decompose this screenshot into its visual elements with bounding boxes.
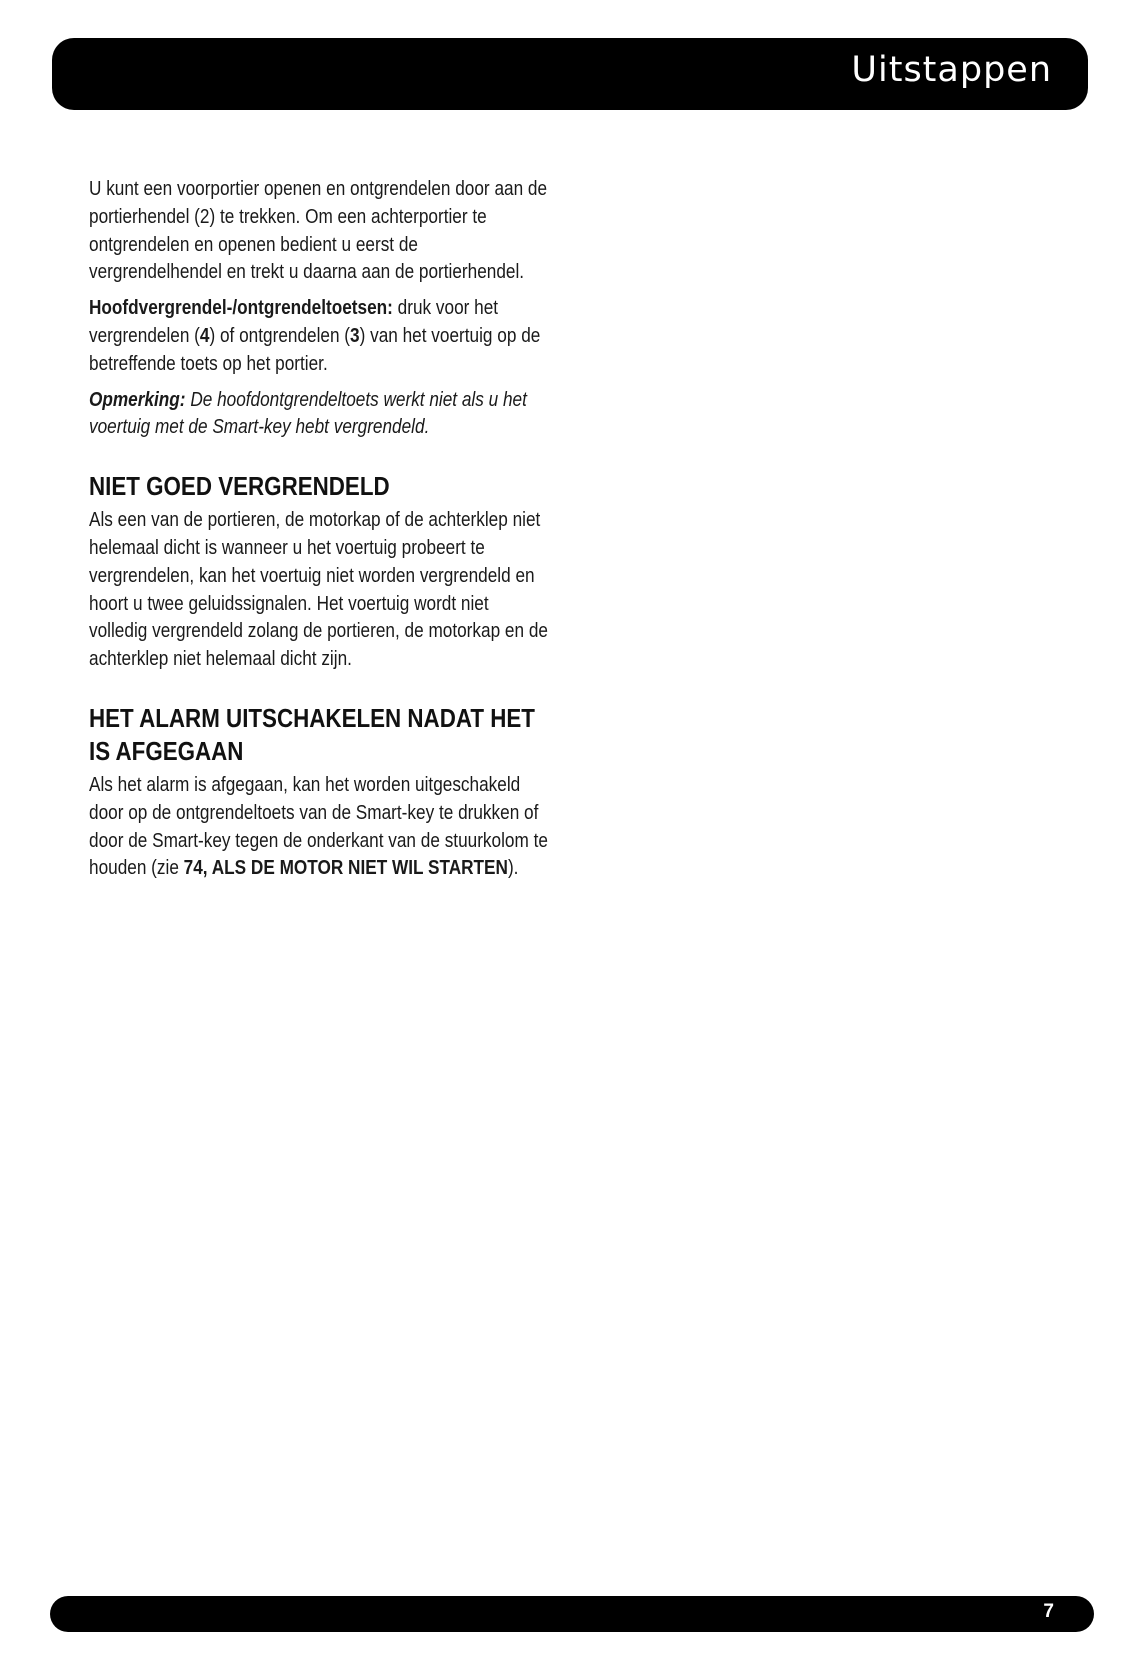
paragraph-text: Als een van de portieren, de motorkap of de achterklep niet helemaal dicht is wanneer u het voertuig probeert te vergrendelen, kan het voertuig niet worden vergrendeld en hoort u twee geluidssignalen. Het voertuig wordt niet volledig vergrendeld zolang de portieren, de motorkap en de achterklep niet helemaal dicht zijn. xyxy=(89,509,548,671)
footer-bar xyxy=(50,1596,1094,1632)
paragraph-door-open xyxy=(89,176,549,287)
paragraph-text: Als het alarm is afgegaan, kan het worden uitgeschakeld door op de ontgrendeltoets van de Smart-key te drukken of door de Smart-key tegen de onderkant van de stuurkolom te houden (zie xyxy=(89,773,548,880)
paragraph-not-locked xyxy=(89,507,549,674)
paragraph-text: ) van het voertuig op de betreffende toets op het portier. xyxy=(89,324,541,375)
paragraph-alarm xyxy=(89,772,549,883)
ref-number: 4 xyxy=(199,324,210,347)
header-bar xyxy=(52,38,1088,110)
page-number: 7 xyxy=(1043,1601,1054,1622)
paragraph-text: ) of ontgrendelen ( xyxy=(209,324,351,347)
term-label: Hoofdvergrendel-/ontgrendeltoetsen: xyxy=(89,297,393,320)
paragraph-text: U kunt een voorportier openen en ontgrendelen door aan de portierhendel (2) te trekken. Om een achterportier te ontgrendelen en openen bedient u eerst de vergrendelhendel en trekt u daarna aan de portierhendel. xyxy=(89,178,548,284)
section-heading-not-locked: NIET GOED VERGRENDELD xyxy=(89,471,390,502)
paragraph-central-lock xyxy=(89,295,549,378)
paragraph-text: ). xyxy=(507,857,519,880)
note-paragraph xyxy=(89,387,549,443)
paragraph-text: druk voor het vergrendelen ( xyxy=(89,297,499,347)
text-column xyxy=(89,176,549,891)
cross-reference: 74, ALS DE MOTOR NIET WIL STARTEN xyxy=(183,857,508,880)
page-title: Uitstappen xyxy=(851,50,1052,90)
note-text: De hoofdontgrendeltoets werkt niet als u het voertuig met de Smart-key hebt vergrendeld. xyxy=(89,388,527,439)
ref-number: 3 xyxy=(350,324,360,347)
note-label: Opmerking: xyxy=(89,388,186,411)
section-heading-alarm: HET ALARM UITSCHAKELEN NADAT HET IS AFGEGAAN xyxy=(89,702,535,766)
